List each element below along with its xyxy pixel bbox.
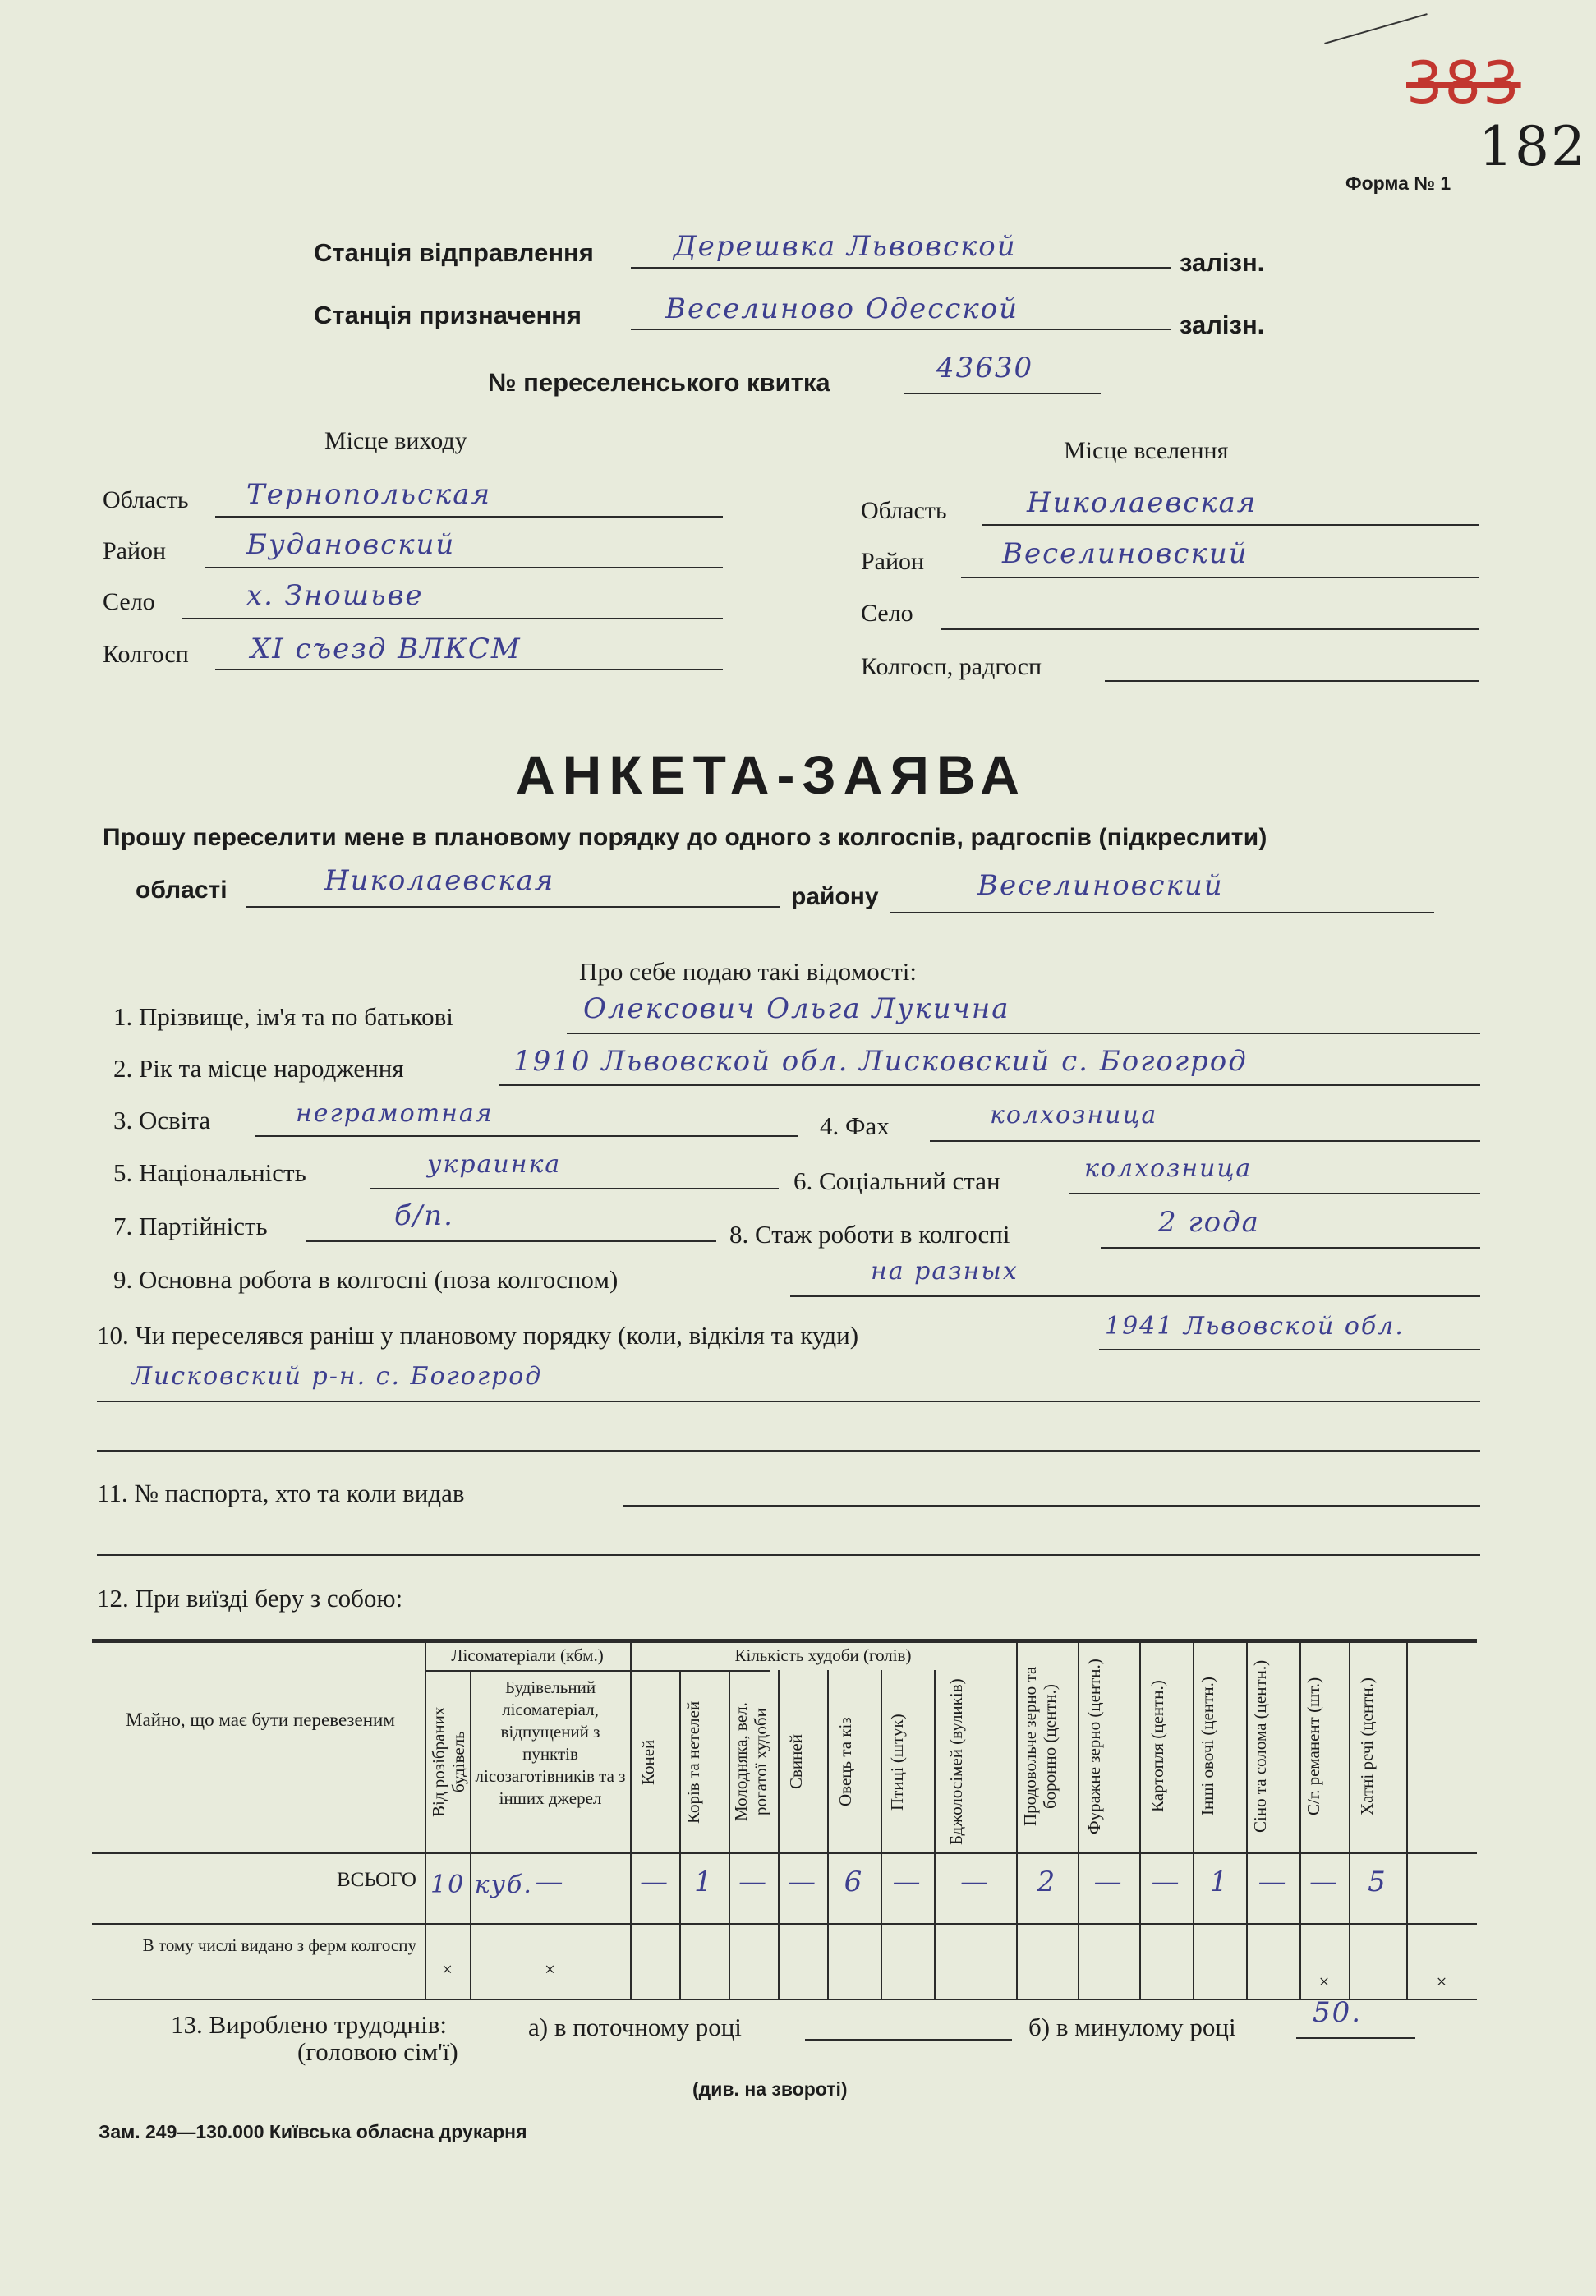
col-header-food-grain: Продовольче зерно та боронно (центн.) bbox=[1020, 1666, 1060, 1827]
col-header-vegetables: Інші овочі (центн.) bbox=[1198, 1677, 1217, 1816]
archive-strike-mark bbox=[1324, 13, 1428, 44]
total-value-hay: — bbox=[1258, 1866, 1288, 1898]
request-oblast-line bbox=[246, 906, 780, 908]
q4-line bbox=[930, 1140, 1480, 1142]
see-back-note: (див. на звороті) bbox=[692, 2078, 848, 2100]
q2-label: 2. Рік та місце народження bbox=[113, 1054, 404, 1083]
settle-oblast-label: Область bbox=[861, 497, 947, 524]
settle-raion-value: Веселиновский bbox=[1002, 537, 1249, 570]
exit-selo-line bbox=[182, 618, 723, 619]
request-raion-label: району bbox=[791, 883, 879, 910]
q5-line bbox=[370, 1188, 779, 1189]
q6-line bbox=[1069, 1193, 1480, 1194]
page-title: АНКЕТА-ЗАЯВА bbox=[516, 744, 1027, 805]
workdays-current-label: а) в поточному році bbox=[528, 2013, 742, 2041]
table-col-line bbox=[1193, 1639, 1194, 1999]
farm-value-household: × bbox=[1436, 1972, 1447, 1992]
col-header-potatoes: Картопля (центн.) bbox=[1148, 1680, 1167, 1813]
workdays-previous-value: 50. bbox=[1313, 1996, 1363, 2029]
table-group-livestock: Кількість худоби (голів) bbox=[734, 1645, 912, 1665]
departure-rail-suffix: залізн. bbox=[1180, 248, 1265, 277]
q8-label: 8. Стаж роботи в колгоспі bbox=[729, 1220, 1010, 1249]
workdays-previous-line bbox=[1296, 2037, 1415, 2039]
workdays-sublabel: (головою сім'ї) bbox=[297, 2037, 458, 2066]
q12-label: 12. При виїзді беру з собою: bbox=[97, 1584, 403, 1613]
table-col-line bbox=[679, 1670, 681, 1999]
exit-oblast-label: Область bbox=[103, 486, 189, 513]
request-oblast-value: Николаевская bbox=[324, 864, 555, 897]
q6-value: колхозница bbox=[1084, 1154, 1253, 1183]
q10-line-2 bbox=[97, 1401, 1480, 1402]
total-value-bees: — bbox=[960, 1866, 990, 1898]
farm-value-dismantled: × bbox=[442, 1959, 453, 1980]
q10-line-1 bbox=[1099, 1349, 1480, 1350]
request-raion-value: Веселиновский bbox=[977, 869, 1224, 902]
total-value-dismantled: 10 куб. bbox=[430, 1870, 533, 1899]
departure-value: Дерешвка Львовской bbox=[674, 230, 1017, 263]
q2-line bbox=[499, 1084, 1480, 1086]
exit-place-heading: Місце виходу bbox=[324, 427, 467, 454]
ticket-line bbox=[904, 393, 1101, 394]
farm-value-equipment: × bbox=[1318, 1972, 1330, 1992]
table-col-line bbox=[1406, 1639, 1408, 1999]
q4-value: колхозница bbox=[990, 1101, 1158, 1130]
table-col-line bbox=[630, 1639, 632, 1999]
exit-oblast-line bbox=[215, 516, 723, 518]
table-col-line bbox=[1078, 1639, 1079, 1999]
exit-kolhosp-value: XI съезд ВЛКСМ bbox=[251, 633, 522, 665]
workdays-current-line bbox=[805, 2039, 1012, 2041]
printer-imprint: Зам. 249—130.000 Київська обласна друкарня bbox=[99, 2121, 527, 2142]
table-col-line bbox=[778, 1670, 780, 1999]
settle-oblast-line bbox=[982, 524, 1479, 526]
q1-value: Олексович Ольга Лукична bbox=[583, 992, 1010, 1025]
archive-number-struck: 383 bbox=[1406, 49, 1521, 117]
table-top-border bbox=[92, 1639, 1477, 1643]
workdays-previous-label: б) в минулому році bbox=[1028, 2013, 1236, 2041]
q9-line bbox=[790, 1295, 1480, 1297]
exit-kolhosp-line bbox=[215, 669, 723, 670]
table-col-line bbox=[1299, 1639, 1301, 1999]
request-oblast-label: області bbox=[136, 877, 228, 904]
total-value-horses: — bbox=[640, 1866, 669, 1898]
settle-kolhosp-line bbox=[1105, 680, 1479, 682]
total-value-food-grain: 2 bbox=[1037, 1866, 1057, 1898]
q1-line bbox=[567, 1033, 1480, 1034]
q8-value: 2 года bbox=[1158, 1206, 1260, 1239]
total-value-timber-issued: — bbox=[535, 1866, 565, 1898]
table-col-line bbox=[1016, 1639, 1018, 1999]
destination-rail-suffix: залізн. bbox=[1180, 311, 1265, 339]
exit-selo-value: х. Зношьве bbox=[246, 579, 424, 612]
settle-raion-label: Район bbox=[861, 548, 925, 575]
table-col-line bbox=[827, 1670, 829, 1999]
q11-line-1 bbox=[623, 1505, 1480, 1507]
table-col-line bbox=[1349, 1639, 1350, 1999]
col-header-horses: Коней bbox=[638, 1739, 658, 1785]
exit-raion-line bbox=[205, 567, 723, 568]
ticket-label: № переселенського квитка bbox=[488, 368, 830, 397]
departure-line bbox=[631, 267, 1171, 269]
q7-line bbox=[306, 1240, 716, 1242]
destination-value: Веселиново Одесской bbox=[665, 292, 1019, 325]
table-col-line bbox=[1139, 1639, 1141, 1999]
q5-value: украинка bbox=[427, 1150, 562, 1179]
departure-label: Станція відправлення bbox=[314, 238, 594, 267]
table-col-line bbox=[881, 1670, 882, 1999]
settle-place-heading: Місце вселення bbox=[1064, 437, 1229, 464]
col-header-dismantled: Від розібраних будівель bbox=[429, 1706, 468, 1818]
q10-value: 1941 Львовской обл. bbox=[1105, 1312, 1405, 1341]
settle-raion-line bbox=[961, 577, 1479, 578]
col-header-pigs: Свиней bbox=[786, 1734, 806, 1790]
table-row-header: Майно, що має бути перевезеним bbox=[126, 1709, 395, 1730]
request-raion-line bbox=[890, 912, 1434, 913]
exit-raion-label: Район bbox=[103, 537, 167, 564]
q5-label: 5. Національність bbox=[113, 1158, 306, 1187]
q9-label: 9. Основна робота в колгоспі (поза колгоспом) bbox=[113, 1265, 619, 1294]
settle-kolhosp-label: Колгосп, радгосп bbox=[861, 653, 1042, 680]
belongings-table bbox=[92, 1639, 1477, 2017]
col-header-young-cattle: Молодняка, вел. рогатої худоби bbox=[731, 1702, 770, 1822]
table-col-line bbox=[425, 1639, 426, 1999]
workdays-label: 13. Вироблено трудоднів: bbox=[171, 2010, 448, 2039]
total-value-poultry: — bbox=[892, 1866, 922, 1898]
archive-number: 182 bbox=[1479, 115, 1587, 178]
exit-raion-value: Будановский bbox=[246, 528, 456, 561]
table-col-line bbox=[729, 1670, 730, 1999]
total-value-forage-grain: — bbox=[1093, 1866, 1124, 1898]
col-header-forage-grain: Фуражне зерно (центн.) bbox=[1084, 1659, 1104, 1834]
col-header-cows: Корів та нетелей bbox=[683, 1700, 703, 1824]
total-value-sheep: 6 bbox=[844, 1866, 864, 1898]
q11-line-2 bbox=[97, 1554, 1480, 1556]
col-header-poultry: Птиці (штук) bbox=[887, 1714, 907, 1811]
q10-label: 10. Чи переселявся раніш у плановому порядку (коли, відкіля та куди) bbox=[97, 1321, 859, 1350]
q10-line-3 bbox=[97, 1450, 1480, 1452]
total-value-vegetables: 1 bbox=[1209, 1866, 1230, 1898]
q2-value: 1910 Львовской обл. Лисковский с. Богогрод bbox=[513, 1045, 1248, 1078]
total-value-equipment: — bbox=[1309, 1866, 1339, 1898]
total-value-potatoes: — bbox=[1151, 1866, 1181, 1898]
q8-line bbox=[1101, 1247, 1480, 1249]
settle-selo-label: Село bbox=[861, 600, 913, 627]
q9-value: на разных bbox=[871, 1257, 1019, 1286]
table-col-line bbox=[934, 1670, 936, 1999]
total-value-young-cattle: — bbox=[738, 1866, 768, 1898]
exit-oblast-value: Тернопольская bbox=[246, 478, 492, 511]
q11-label: 11. № паспорта, хто та коли видав bbox=[97, 1479, 465, 1507]
q1-label: 1. Прізвище, ім'я та по батькові bbox=[113, 1002, 453, 1031]
exit-kolhosp-label: Колгосп bbox=[103, 641, 189, 668]
destination-label: Станція призначення bbox=[314, 301, 582, 329]
table-col-line bbox=[1246, 1639, 1248, 1999]
exit-selo-label: Село bbox=[103, 588, 155, 615]
q7-label: 7. Партійність bbox=[113, 1212, 268, 1240]
q4-label: 4. Фах bbox=[820, 1111, 890, 1140]
table-group-timber: Лісоматеріали (кбм.) bbox=[451, 1645, 604, 1665]
total-value-pigs: — bbox=[788, 1866, 817, 1898]
col-header-bees: Бджолосімей (вуликів) bbox=[946, 1678, 966, 1846]
table-header-bottom bbox=[92, 1852, 1477, 1854]
farm-value-timber-issued: × bbox=[545, 1959, 555, 1980]
table-total-bottom bbox=[92, 1923, 1477, 1925]
q10-value-2: Лисковский р-н. с. Богогрод bbox=[131, 1362, 543, 1391]
table-farm-label: В тому числі видано з ферм колгоспу bbox=[142, 1935, 416, 1955]
q3-label: 3. Освіта bbox=[113, 1106, 211, 1134]
settle-selo-line bbox=[941, 628, 1479, 630]
col-header-household: Хатні речі (центн.) bbox=[1357, 1677, 1377, 1815]
total-value-cows: 1 bbox=[694, 1866, 714, 1898]
table-bottom-border bbox=[92, 1999, 1477, 2000]
q7-value: б/п. bbox=[394, 1199, 454, 1232]
settle-oblast-value: Николаевская bbox=[1027, 486, 1258, 519]
ticket-value: 43630 bbox=[936, 352, 1034, 384]
q6-label: 6. Соціальний стан bbox=[793, 1166, 1000, 1195]
q3-value: неграмотная bbox=[296, 1099, 494, 1128]
col-header-equipment: С/г. реманент (шт.) bbox=[1304, 1677, 1323, 1816]
col-header-hay: Сіно та солома (центн.) bbox=[1250, 1659, 1270, 1834]
table-total-label: ВСЬОГО bbox=[336, 1869, 416, 1891]
q3-line bbox=[255, 1135, 798, 1137]
col-header-sheep: Овець та кіз bbox=[835, 1717, 855, 1807]
total-value-household: 5 bbox=[1368, 1866, 1387, 1898]
info-heading: Про себе подаю такі відомості: bbox=[579, 957, 918, 986]
destination-line bbox=[631, 329, 1171, 330]
form-number: Форма № 1 bbox=[1345, 173, 1451, 194]
col-header-timber-issued: Будівельний лісоматеріал, відпущений з пунктів лісозаготівників та з інших джерел bbox=[475, 1677, 626, 1808]
request-text: Прошу переселити мене в плановому порядку до одного з колгоспів, радгоспів (підкреслити) bbox=[103, 824, 1267, 851]
table-group-divider bbox=[425, 1670, 770, 1672]
